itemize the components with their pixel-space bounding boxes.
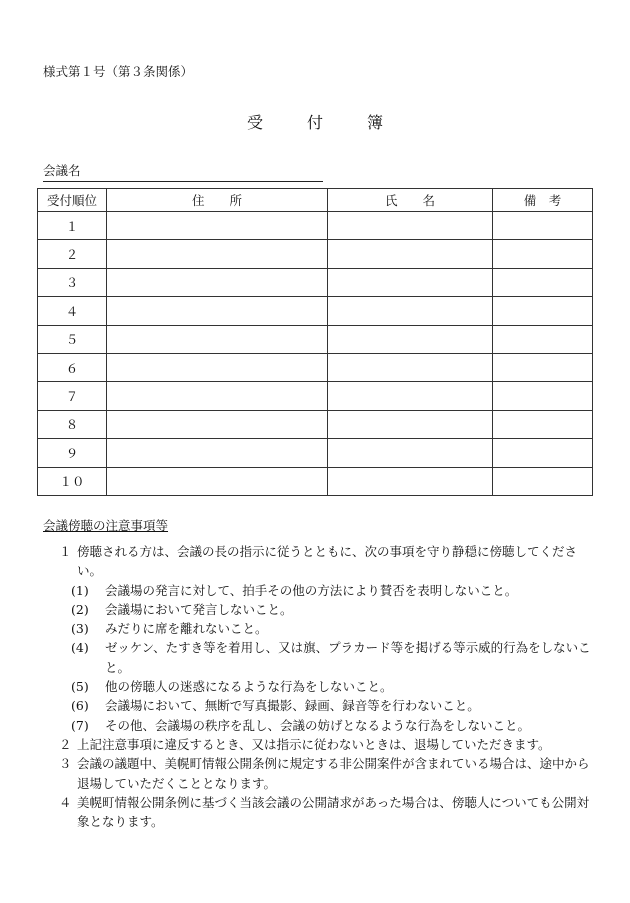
sub-item (43, 581, 593, 600)
table-row (38, 212, 593, 240)
sub-item (43, 619, 593, 638)
table-row (38, 467, 593, 495)
note-text: 傍聴される方は、会議の長の指示に従うとともに、次の事項を守り静穏に傍聴してください。 (77, 544, 578, 579)
sub-text: みだりに席を離れないこと。 (105, 621, 268, 637)
name-cell (328, 353, 493, 381)
address-cell (107, 439, 328, 467)
form-number: 様式第１号（第３条関係） (43, 64, 194, 79)
note-number: ２ (59, 736, 72, 752)
sub-text: 会議場において、無断で写真撮影、録画、録音等を行わないこと。 (105, 698, 480, 714)
column-header: 住 所 (107, 189, 328, 212)
page-title (0, 110, 630, 133)
name-cell (328, 240, 493, 268)
remarks-cell (493, 325, 593, 353)
note-item (43, 735, 593, 754)
row-number: ７ (38, 382, 107, 410)
sub-item (43, 600, 593, 619)
note-number: １ (59, 544, 72, 559)
notes-heading: 会議傍聴の注意事項等 (43, 518, 169, 533)
address-cell (107, 212, 328, 240)
table-row (38, 297, 593, 325)
sub-item (43, 716, 593, 735)
remarks-cell (493, 467, 593, 495)
address-cell (107, 410, 328, 438)
row-number: ６ (38, 353, 107, 381)
note-item (43, 793, 593, 832)
remarks-cell (493, 353, 593, 381)
remarks-cell (493, 212, 593, 240)
table-row (38, 410, 593, 438)
name-cell (328, 410, 493, 438)
note-number: ４ (59, 794, 72, 810)
name-cell (328, 325, 493, 353)
table-header-row (38, 189, 593, 212)
sub-number: (4) (71, 640, 89, 656)
sub-text: 他の傍聴人の迷惑になるような行為をしないこと。 (105, 679, 393, 695)
row-number: １ (38, 212, 107, 240)
row-number: ８ (38, 410, 107, 438)
sub-number: (6) (71, 698, 89, 714)
sub-item (43, 638, 593, 677)
sub-text: ゼッケン、たすき等を着用し、又は旗、プラカード等を掲げる等示威的行為をしないこと。 (105, 640, 591, 675)
address-cell (107, 297, 328, 325)
sub-number: (2) (71, 601, 89, 617)
sub-text: その他、会議場の秩序を乱し、会議の妨げとなるような行為をしないこと。 (105, 717, 531, 733)
address-cell (107, 467, 328, 495)
sub-number: (5) (71, 679, 89, 695)
reception-table (37, 188, 593, 496)
sub-item (43, 677, 593, 696)
address-cell (107, 382, 328, 410)
note-item (43, 754, 593, 793)
table-row (38, 268, 593, 296)
address-cell (107, 353, 328, 381)
name-cell (328, 382, 493, 410)
row-number: ２ (38, 240, 107, 268)
note-text: 上記注意事項に違反するとき、又は指示に従わないときは、退場していただきます。 (77, 736, 551, 752)
name-cell (328, 297, 493, 325)
address-cell (107, 325, 328, 353)
title-char: 簿 (367, 113, 384, 132)
address-cell (107, 240, 328, 268)
sub-number: (3) (71, 621, 89, 637)
remarks-cell (493, 410, 593, 438)
row-number: １０ (38, 467, 107, 495)
title-char: 受 (246, 113, 263, 132)
table-row (38, 325, 593, 353)
name-cell (328, 212, 493, 240)
note-text: 美幌町情報公開条例に基づく当該会議の公開請求があった場合は、傍聴人についても公開対象となります。 (77, 794, 590, 830)
name-cell (328, 467, 493, 495)
name-cell (328, 268, 493, 296)
column-header: 受付順位 (38, 189, 107, 212)
row-number: ５ (38, 325, 107, 353)
row-number: ３ (38, 268, 107, 296)
row-number: ４ (38, 297, 107, 325)
sub-text: 会議場の発言に対して、拍手その他の方法により賛否を表明しないこと。 (105, 582, 518, 598)
note-item (43, 542, 593, 581)
remarks-cell (493, 382, 593, 410)
meeting-name-field: 会議名 (43, 161, 323, 182)
row-number: ９ (38, 439, 107, 467)
table-row (38, 382, 593, 410)
notes-list (43, 542, 593, 831)
table-row (38, 240, 593, 268)
sub-number: (7) (71, 717, 89, 733)
remarks-cell (493, 240, 593, 268)
note-number: ３ (59, 756, 72, 772)
name-cell (328, 439, 493, 467)
column-header: 氏 名 (328, 189, 493, 212)
remarks-cell (493, 268, 593, 296)
table-row (38, 353, 593, 381)
sub-text: 会議場において発言しないこと。 (105, 601, 293, 617)
remarks-cell (493, 439, 593, 467)
title-char: 付 (306, 113, 323, 132)
sub-number: (1) (71, 582, 89, 598)
note-text: 会議の議題中、美幌町情報公開条例に規定する非公開案件が含まれている場合は、途中から退場していただくこととなります。 (77, 756, 590, 791)
remarks-cell (493, 297, 593, 325)
column-header: 備 考 (493, 189, 593, 212)
address-cell (107, 268, 328, 296)
table-row (38, 439, 593, 467)
sub-item (43, 696, 593, 715)
